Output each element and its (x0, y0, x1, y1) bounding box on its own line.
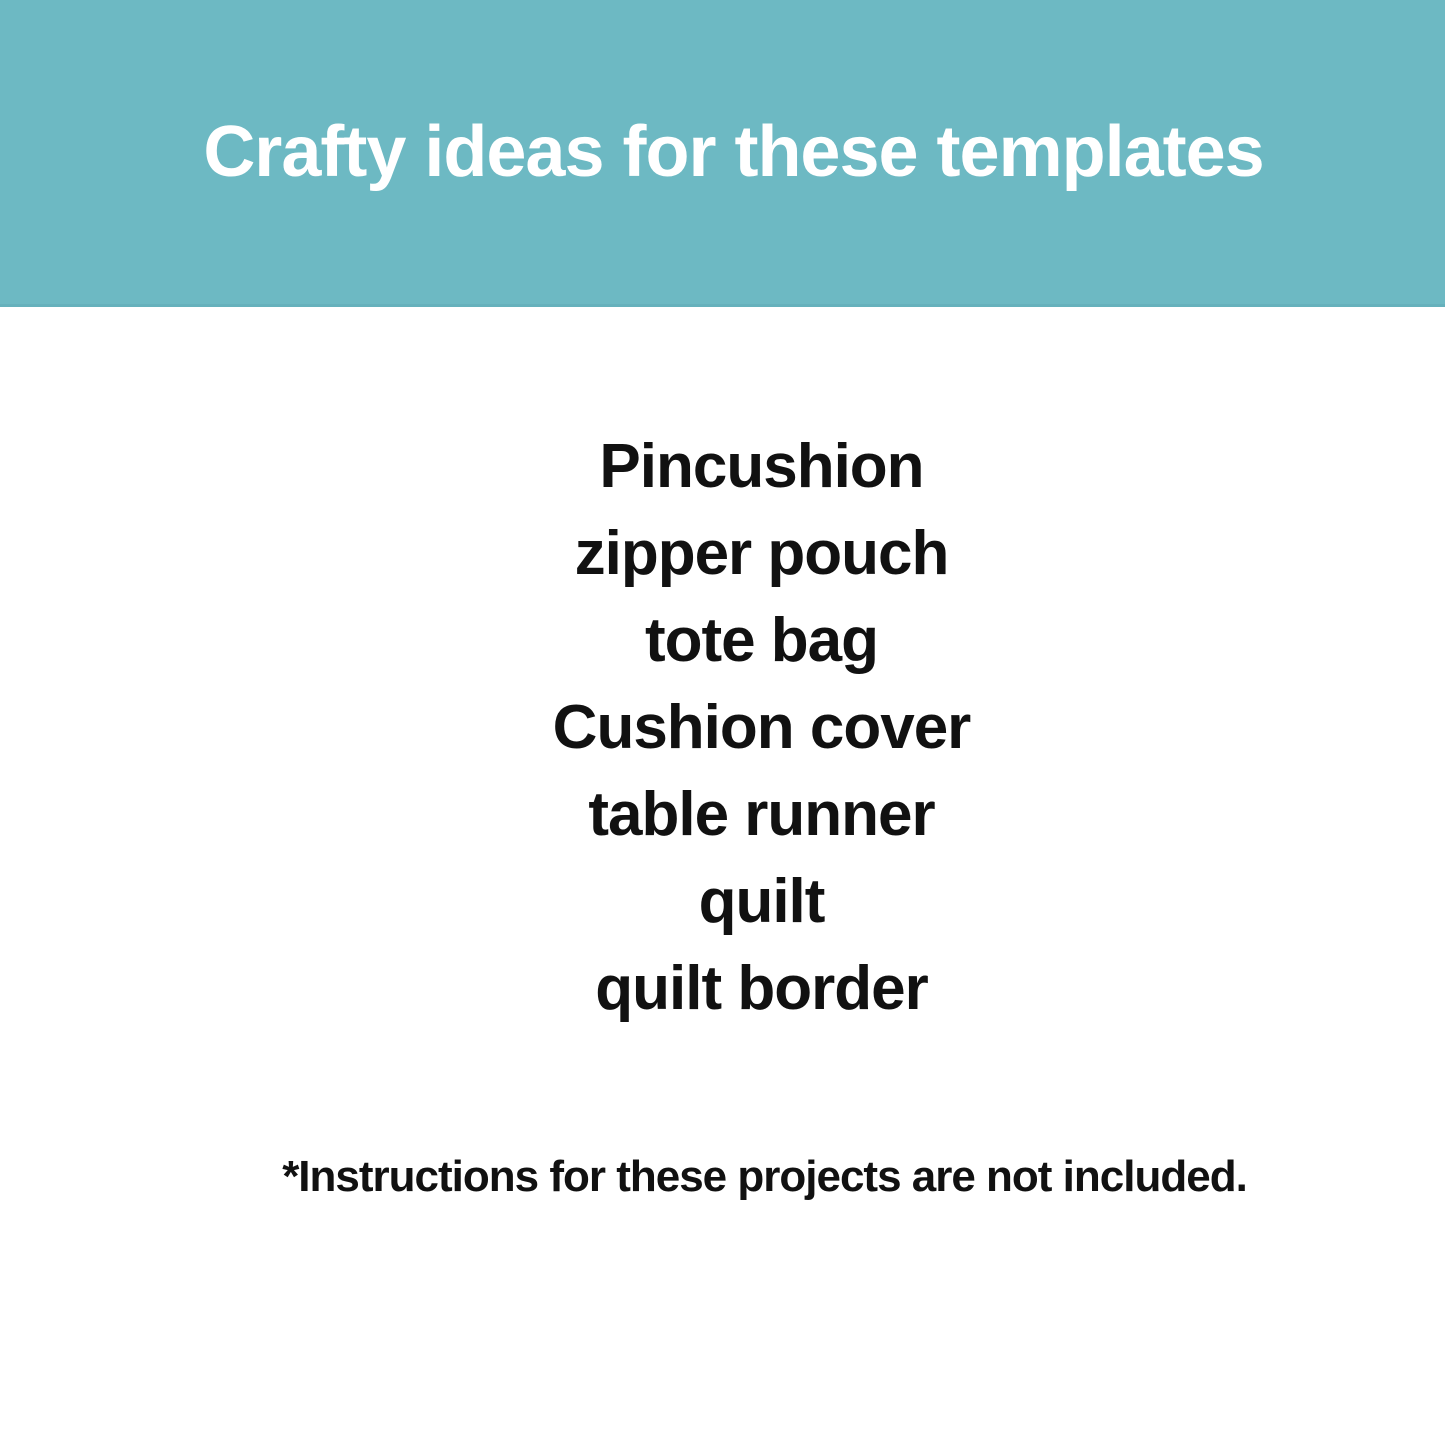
idea-item-quilt: quilt (698, 867, 825, 936)
idea-item-zipper-pouch: zipper pouch (574, 519, 949, 588)
idea-item-cushion-cover: Cushion cover (552, 693, 971, 762)
idea-item-quilt-border: quilt border (595, 954, 928, 1023)
idea-item-table-runner: table runner (588, 780, 935, 849)
footnote-text: *Instructions for these projects are not included. (282, 1152, 1247, 1201)
header-banner (0, 0, 1445, 307)
page-title: Crafty ideas for these templates (203, 112, 1264, 192)
idea-item-pincushion: Pincushion (599, 432, 924, 501)
footnote (42, 1149, 1445, 1205)
ideas-list (39, 423, 1445, 1032)
idea-item-tote-bag: tote bag (644, 606, 879, 675)
